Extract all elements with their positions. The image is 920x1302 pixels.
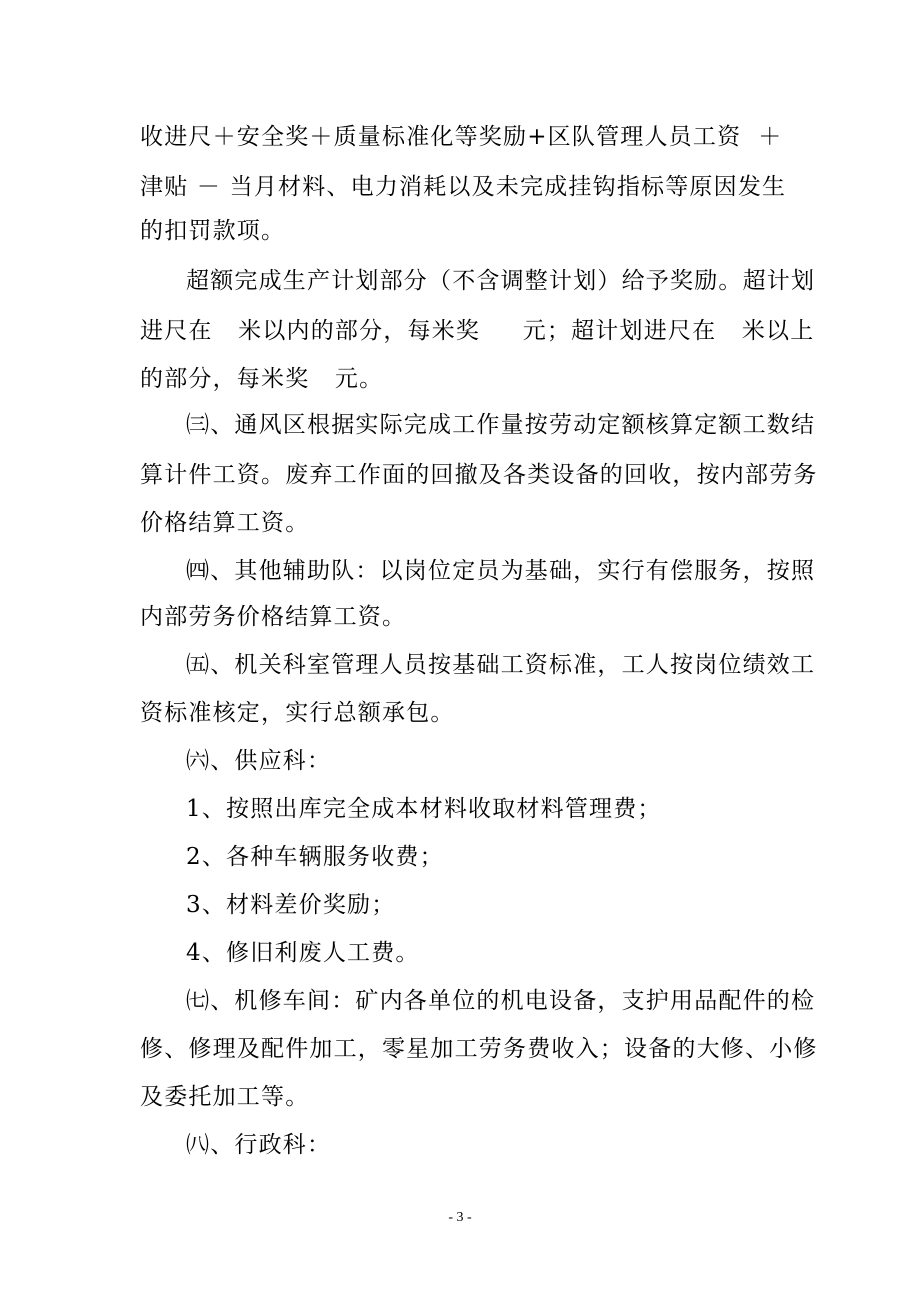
paragraph-line: ㈥、供应科： [186, 748, 332, 774]
paragraph-line: 收进尺＋安全奖＋质量标准化等奖励+区队管理人员工资 ＋ [140, 124, 783, 150]
paragraph-line: 资标准核定，实行总额承包。 [140, 700, 455, 726]
list-item: 2、各种车辆服务收费； [186, 844, 444, 870]
paragraph-line: 的扣罚款项。 [140, 218, 286, 244]
paragraph-line: 进尺在 米以内的部分，每米奖 元；超计划进尺在 米以上 [140, 318, 815, 344]
paragraph-line: ㈤、机关科室管理人员按基础工资标准，工人按岗位绩效工 [186, 652, 816, 678]
paragraph-line: 修、修理及配件加工，零星加工劳务费收入；设备的大修、小修 [140, 1036, 818, 1062]
paragraph-line: 内部劳务价格结算工资。 [140, 604, 407, 630]
paragraph-line: 的部分，每米奖 元。 [140, 366, 384, 392]
list-item: 3、材料差价奖励； [186, 892, 396, 918]
paragraph-line: 算计件工资。废弃工作面的回撤及各类设备的回收，按内部劳务 [140, 462, 818, 488]
paragraph-line: 津贴 － 当月材料、电力消耗以及未完成挂钩指标等原因发生 [140, 174, 787, 200]
paragraph-line: ㈦、机修车间：矿内各单位的机电设备，支护用品配件的检 [186, 988, 816, 1014]
list-item: 1、按照出库完全成本材料收取材料管理费； [186, 796, 662, 822]
paragraph-line: ㈧、行政科： [186, 1132, 332, 1158]
paragraph-line: 超额完成生产计划部分（不含调整计划）给予奖励。超计划 [186, 268, 816, 294]
list-item: 4、修旧利废人工费。 [186, 940, 420, 966]
page-number: - 3 - [448, 1210, 472, 1225]
paragraph-line: ㈣、其他辅助队：以岗位定员为基础，实行有偿服务，按照 [186, 558, 816, 584]
paragraph-line: 及委托加工等。 [140, 1084, 310, 1110]
paragraph-line: 价格结算工资。 [140, 510, 310, 536]
paragraph-line: ㈢、通风区根据实际完成工作量按劳动定额核算定额工数结 [186, 412, 816, 438]
